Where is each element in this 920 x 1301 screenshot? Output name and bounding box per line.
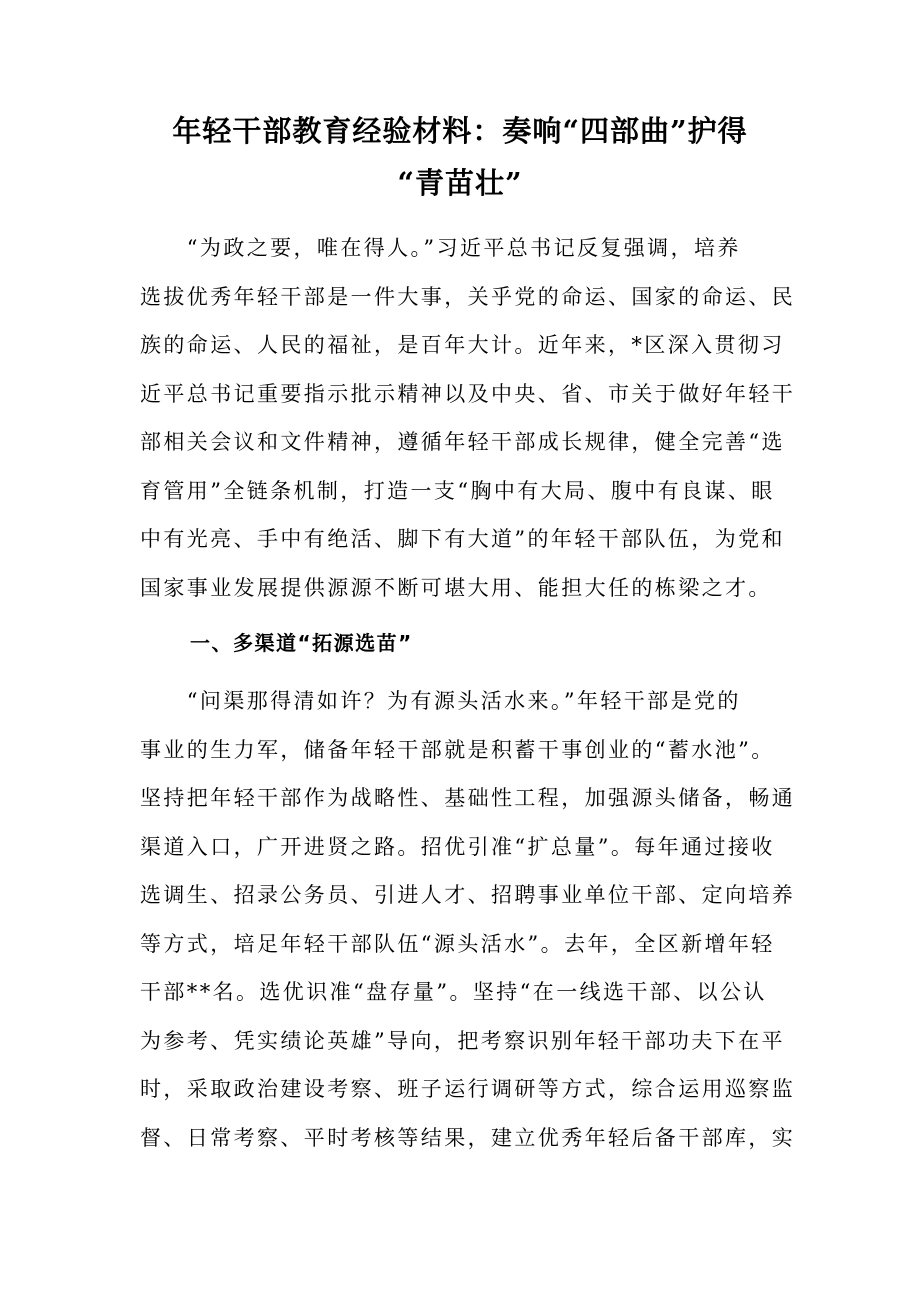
- paragraph-line: 选拔优秀年轻干部是一件大事，关乎党的命运、国家的命运、民: [140, 284, 796, 309]
- paragraph-line: 渠道入口，广开进贤之路。招优引准“扩总量”。每年通过接收: [140, 834, 775, 859]
- paragraph-line: 为参考、凭实绩论英雄”导向，把考察识别年轻干部功夫下在平: [140, 1028, 785, 1053]
- paragraph-line: 选调生、招录公务员、引进人才、招聘事业单位干部、定向培养: [140, 883, 796, 907]
- paragraph-line: 近平总书记重要指示批示精神以及中央、省、市关于做好年轻干: [140, 381, 796, 406]
- paragraph-line: 育管用”全链条机制，打造一支“胸中有大局、腹中有良谋、眼: [140, 478, 775, 503]
- title-line: 年轻干部教育经验材料：奏响“四部曲”护得: [172, 114, 748, 148]
- paragraph-line: 事业的生力军，储备年轻干部就是积蓄干事创业的“蓄水池”。: [140, 737, 775, 762]
- paragraph-line: 干部**名。选优识准“盘存量”。坚持“在一线选干部、以公认: [140, 980, 767, 1004]
- paragraph-line: 族的命运、人民的福祉，是百年大计。近年来，*区深入贯彻习: [140, 333, 785, 357]
- paragraph-line: 部相关会议和文件精神，遵循年轻干部成长规律，健全完善“选: [140, 430, 785, 454]
- section-heading: 一、多渠道“拓源选苗”: [190, 631, 413, 655]
- paragraph-line: 坚持把年轻干部作为战略性、基础性工程，加强源头储备，畅通: [140, 786, 796, 810]
- paragraph-line: 中有光亮、手中有绝活、脚下有大道”的年轻干部队伍，为党和: [140, 527, 785, 551]
- section-paragraph: [140, 677, 820, 1162]
- paragraph-line: “问渠那得清如许？为有源头活水来。”年轻干部是党的: [140, 689, 741, 713]
- paragraph-line: 国家事业发展提供源源不断可堪大用、能担大任的栋梁之才。: [140, 575, 772, 600]
- paragraph-line: 时，采取政治建设考察、班子运行调研等方式，综合运用巡察监: [140, 1077, 796, 1101]
- paragraph-line: “为政之要，唯在得人。”习近平总书记反复强调，培养: [140, 236, 741, 260]
- paragraph-line: 等方式，培足年轻干部队伍“源头活水”。去年，全区新增年轻: [140, 931, 775, 956]
- intro-paragraph: [140, 224, 820, 612]
- paragraph-line: 督、日常考察、平时考核等结果，建立优秀年轻后备干部库，实: [140, 1125, 796, 1150]
- document-title: [140, 105, 780, 209]
- title-line: “青苗壮”: [397, 166, 523, 200]
